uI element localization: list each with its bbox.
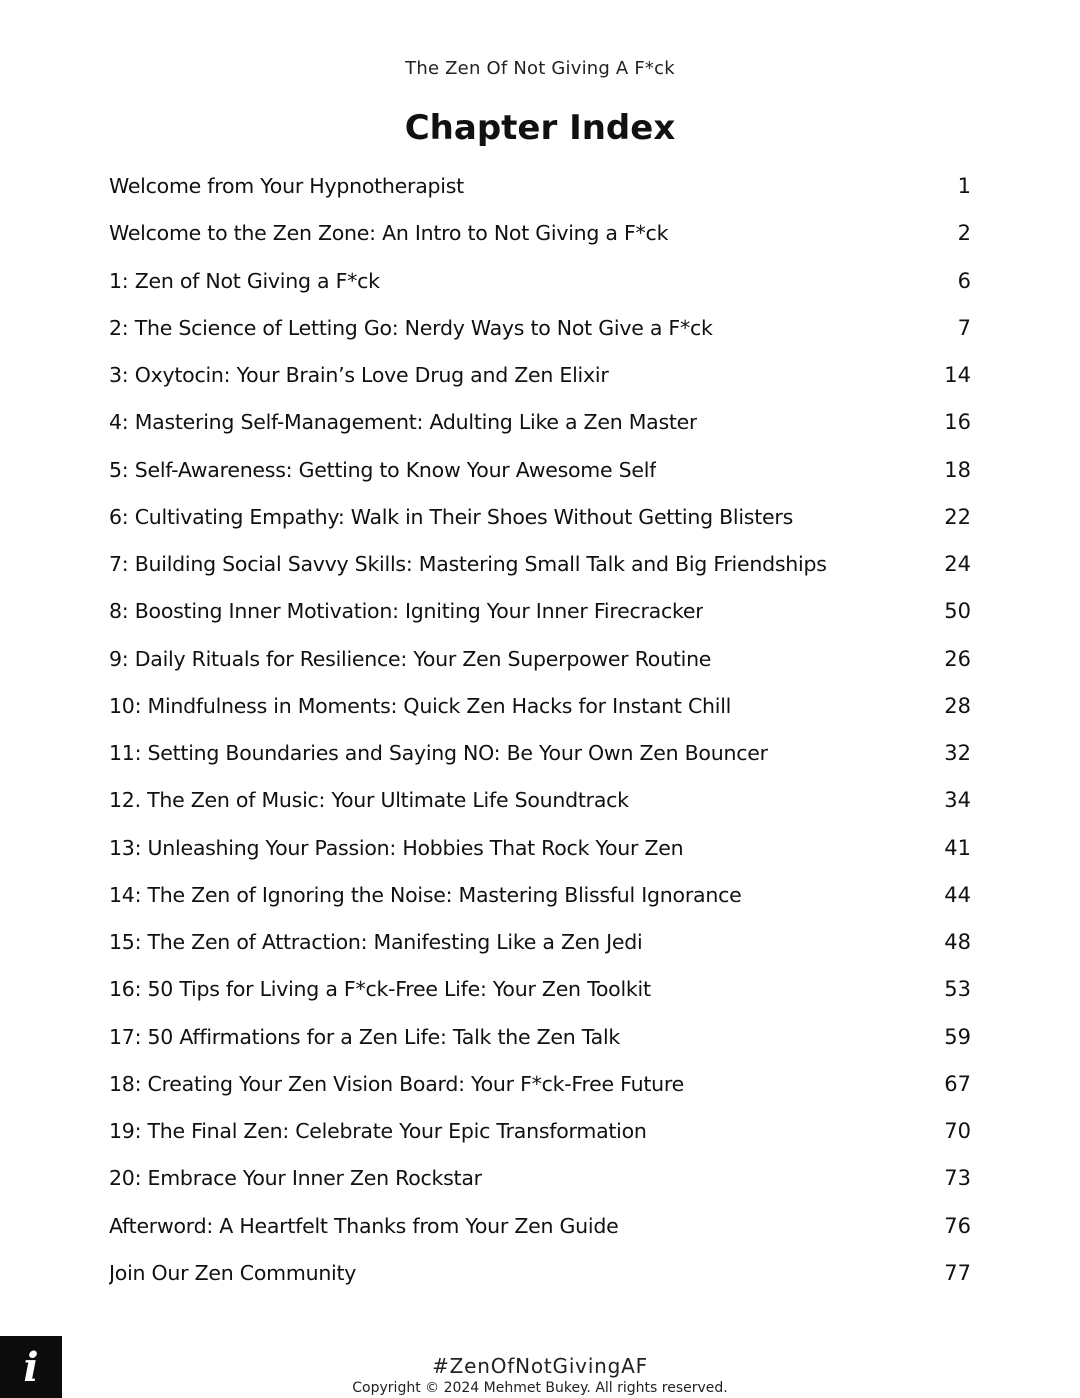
toc-entry[interactable] — [109, 636, 971, 683]
toc-entry-title: 8: Boosting Inner Motivation: Igniting Your Inner Firecracker — [109, 599, 704, 624]
toc-entry[interactable] — [109, 541, 971, 588]
toc-entry-title: 20: Embrace Your Inner Zen Rockstar — [109, 1166, 482, 1191]
toc-entry[interactable] — [109, 258, 971, 305]
toc-entry-page-number: 73 — [944, 1166, 971, 1191]
toc-entry-title: 7: Building Social Savvy Skills: Mastering Small Talk and Big Friendships — [109, 552, 827, 576]
toc-entry[interactable] — [109, 399, 971, 446]
toc-entry-page-number: 77 — [944, 1260, 971, 1285]
toc-entry-title: 15: The Zen of Attraction: Manifesting Like a Zen Jedi — [109, 930, 643, 954]
toc-entry-title: 12. The Zen of Music: Your Ultimate Life Soundtrack — [109, 788, 629, 813]
toc-entry-title: 11: Setting Boundaries and Saying NO: Be Your Own Zen Bouncer — [109, 741, 768, 765]
toc-entry-title: 4: Mastering Self-Management: Adulting Like a Zen Master — [109, 410, 698, 435]
toc-entry[interactable] — [109, 872, 971, 919]
toc-entry-title: 2: The Science of Letting Go: Nerdy Ways to Not Give a F*ck — [109, 315, 713, 340]
toc-entry-title: 3: Oxytocin: Your Brain’s Love Drug and Zen Elixir — [109, 363, 609, 387]
toc-entry-page-number: 34 — [944, 788, 971, 813]
page-title: Chapter Index — [404, 108, 676, 148]
toc-entry-page-number: 2 — [957, 221, 971, 246]
toc-entry[interactable] — [109, 210, 971, 257]
toc-entry-title: 16: 50 Tips for Living a F*ck-Free Life: Your Zen Toolkit — [109, 977, 651, 1002]
toc-entry[interactable] — [109, 447, 971, 494]
toc-entry-page-number: 16 — [944, 410, 971, 435]
toc-entry[interactable] — [109, 352, 971, 399]
toc-entry[interactable] — [109, 825, 971, 872]
toc-entry[interactable] — [109, 494, 971, 541]
toc-entry-page-number: 48 — [944, 930, 971, 954]
toc-entry-page-number: 53 — [944, 977, 971, 1002]
toc-entry[interactable] — [109, 919, 971, 966]
toc-entry-page-number: 50 — [944, 599, 971, 624]
toc-entry-title: 5: Self-Awareness: Getting to Know Your Awesome Self — [109, 457, 657, 482]
toc-entry-title: 10: Mindfulness in Moments: Quick Zen Hacks for Instant Chill — [109, 693, 732, 718]
toc-entry-page-number: 41 — [944, 835, 971, 860]
toc-entry-title: 1: Zen of Not Giving a F*ck — [109, 268, 380, 293]
footer-copyright: Copyright © 2024 Mehmet Bukey. All rights reserved. — [352, 1380, 728, 1396]
toc-entry-title: Welcome to the Zen Zone: An Intro to Not Giving a F*ck — [109, 221, 669, 246]
toc-entry[interactable] — [109, 588, 971, 635]
toc-entry-title: 13: Unleashing Your Passion: Hobbies That Rock Your Zen — [109, 835, 684, 860]
info-button[interactable] — [0, 1336, 62, 1398]
toc-entry-page-number: 22 — [944, 504, 971, 529]
info-icon: i — [23, 1343, 39, 1391]
running-head: The Zen Of Not Giving A F*ck — [405, 58, 675, 79]
toc-entry-title: 18: Creating Your Zen Vision Board: Your F*ck-Free Future — [109, 1071, 684, 1096]
toc-entry[interactable] — [109, 683, 971, 730]
toc-entry-page-number: 59 — [944, 1024, 971, 1049]
toc-entry-page-number: 44 — [944, 882, 971, 907]
toc-entry-title: 9: Daily Rituals for Resilience: Your Zen Superpower Routine — [109, 646, 712, 671]
toc-entry[interactable] — [109, 777, 971, 824]
toc-entry-title: 14: The Zen of Ignoring the Noise: Mastering Blissful Ignorance — [109, 882, 742, 907]
chapter-index-list — [109, 163, 971, 1297]
toc-entry-page-number: 32 — [944, 741, 971, 765]
toc-entry-title: Welcome from Your Hypnotherapist — [109, 174, 464, 198]
toc-entry-page-number: 76 — [944, 1213, 971, 1238]
toc-entry[interactable] — [109, 1061, 971, 1108]
toc-entry-page-number: 26 — [944, 646, 971, 671]
toc-entry[interactable] — [109, 163, 971, 210]
toc-entry-page-number: 67 — [944, 1071, 971, 1096]
toc-entry-page-number: 70 — [944, 1119, 971, 1143]
toc-entry-page-number: 14 — [944, 363, 971, 387]
toc-entry-page-number: 24 — [944, 552, 971, 576]
toc-entry[interactable] — [109, 1014, 971, 1061]
toc-entry[interactable] — [109, 1250, 971, 1297]
toc-entry[interactable] — [109, 730, 971, 777]
toc-entry-title: Afterword: A Heartfelt Thanks from Your Zen Guide — [109, 1213, 619, 1238]
toc-entry[interactable] — [109, 966, 971, 1013]
toc-entry-page-number: 7 — [957, 315, 971, 340]
toc-entry[interactable] — [109, 1203, 971, 1250]
toc-entry[interactable] — [109, 1155, 971, 1202]
toc-entry-title: 19: The Final Zen: Celebrate Your Epic Transformation — [109, 1119, 647, 1143]
toc-entry-page-number: 28 — [944, 693, 971, 718]
footer-hashtag: #ZenOfNotGivingAF — [432, 1354, 648, 1378]
toc-entry-title: 6: Cultivating Empathy: Walk in Their Shoes Without Getting Blisters — [109, 504, 793, 529]
toc-entry-title: Join Our Zen Community — [109, 1260, 357, 1285]
toc-entry-page-number: 18 — [944, 457, 971, 482]
toc-entry-page-number: 1 — [957, 174, 971, 198]
toc-entry-page-number: 6 — [957, 268, 971, 293]
toc-entry-title: 17: 50 Affirmations for a Zen Life: Talk the Zen Talk — [109, 1024, 621, 1049]
toc-entry[interactable] — [109, 1108, 971, 1155]
toc-entry[interactable] — [109, 305, 971, 352]
